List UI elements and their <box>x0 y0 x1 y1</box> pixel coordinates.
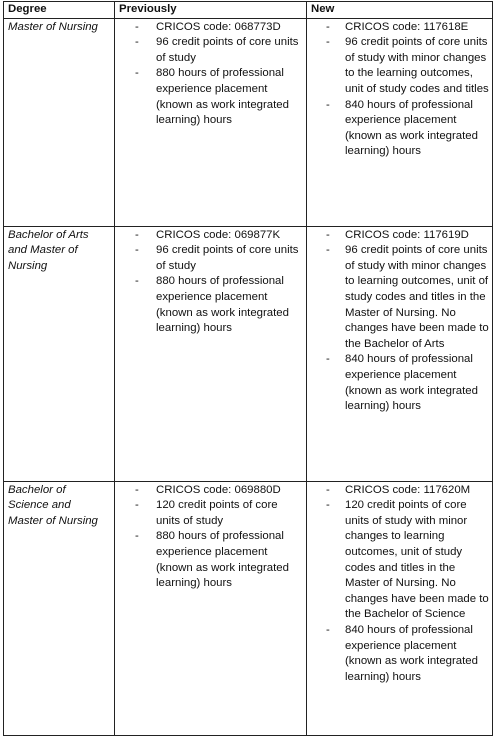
previously-cell <box>115 18 307 226</box>
list-item: - CRICOS code: 069880D <box>119 483 303 499</box>
list-item: - CRICOS code: 069877K <box>119 228 303 244</box>
list-item: - 120 credit points of core units of study with minor changes to learning outcomes, unit of study codes and titles in the Master of Nursing. No changes have been made to the Bachelor of Science <box>311 498 489 623</box>
list-item: - CRICOS code: 117619D <box>311 228 489 244</box>
header-new: New <box>307 2 493 19</box>
list-item: - 96 credit points of core units of study with minor changes to learning outcomes, unit of study codes and titles in the Master of Nursing. No changes have been made to the Bachelor of Arts <box>311 243 489 352</box>
degree-cell: Bachelor of Arts and Master of Nursing <box>4 226 115 481</box>
list-item: - CRICOS code: 068773D <box>119 20 303 36</box>
list-item: - CRICOS code: 117618E <box>311 20 489 36</box>
table-row <box>4 226 493 481</box>
list-item: - 840 hours of professional experience placement (known as work integrated learning) hours <box>311 352 489 414</box>
list-item: - 880 hours of professional experience placement (known as work integrated learning) hours <box>119 529 303 591</box>
header-degree: Degree <box>4 2 115 19</box>
header-previously: Previously <box>115 2 307 19</box>
new-list <box>311 20 489 160</box>
list-item: - 840 hours of professional experience placement (known as work integrated learning) hours <box>311 98 489 160</box>
degree-cell: Master of Nursing <box>4 18 115 226</box>
previously-list <box>119 483 303 592</box>
previously-list <box>119 228 303 337</box>
previously-list <box>119 20 303 129</box>
table-header-row <box>4 2 493 19</box>
list-item: - 96 credit points of core units of study with minor changes to the learning outcomes, unit of study codes and titles <box>311 35 489 97</box>
list-item: - 840 hours of professional experience placement (known as work integrated learning) hours <box>311 623 489 685</box>
new-list <box>311 483 489 686</box>
previously-cell <box>115 226 307 481</box>
list-item: - 120 credit points of core units of study <box>119 498 303 529</box>
degree-cell: Bachelor of Science and Master of Nursing <box>4 481 115 735</box>
degree-comparison-table <box>3 1 493 736</box>
new-cell <box>307 226 493 481</box>
list-item: - 96 credit points of core units of study <box>119 243 303 274</box>
list-item: - 96 credit points of core units of study <box>119 35 303 66</box>
table-row <box>4 481 493 735</box>
previously-cell <box>115 481 307 735</box>
new-list <box>311 228 489 415</box>
list-item: - CRICOS code: 117620M <box>311 483 489 499</box>
list-item: - 880 hours of professional experience placement (known as work integrated learning) hours <box>119 274 303 336</box>
new-cell <box>307 481 493 735</box>
table-row <box>4 18 493 226</box>
new-cell <box>307 18 493 226</box>
list-item: - 880 hours of professional experience placement (known as work integrated learning) hours <box>119 66 303 128</box>
